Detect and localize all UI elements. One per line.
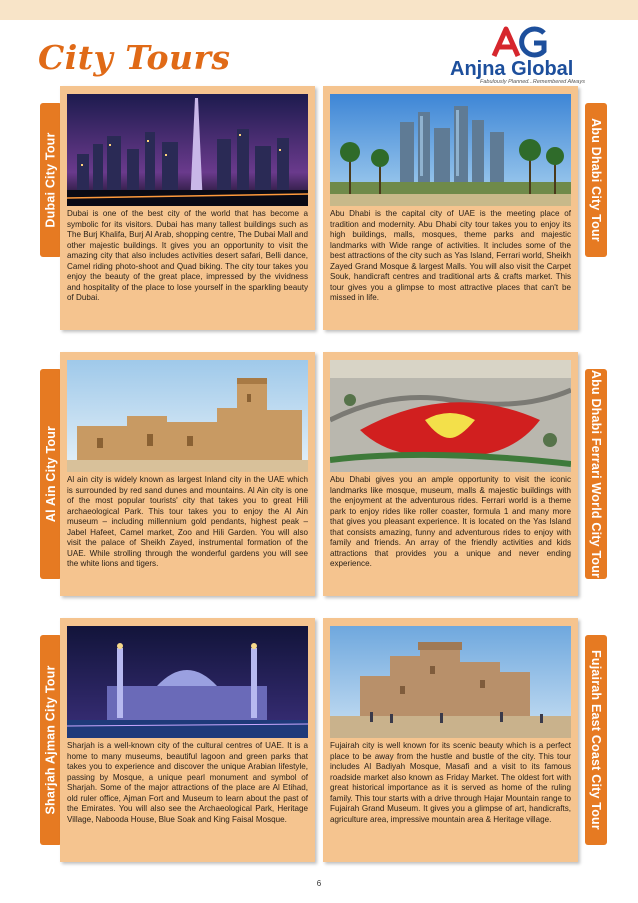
sharjah-mosque-photo (67, 626, 308, 738)
brand-logo (450, 26, 590, 88)
card-sharjah (60, 618, 315, 862)
logo-tagline: Fabulously Planned...Remembered Always (480, 79, 585, 85)
dubai-skyline-photo (67, 94, 308, 206)
abu-dhabi-description: Abu Dhabi is the capital city of UAE is the meeting place of tradition and modernity. Abu Dhabi city tour takes you to enjoy its high buildings, malls, mosques, theme parks and majestic landmarks with Wide range of activities. It includes some of the best attractions of the city such as Yas Island, Ferrari world, Sheikh Zayed Grand Mosque & largest Malls. You will also visit the Carpet Souk, handicraft centres and traditional arts & crafts market. This tour gives you a glimpse to most attractive places that can't be missed in life. (330, 209, 571, 302)
page-title: City Tours (38, 38, 231, 77)
top-band (0, 0, 638, 20)
ag-monogram-icon (490, 26, 550, 58)
card-ferrari-world (323, 352, 578, 596)
page-number: 6 (316, 879, 322, 888)
card-dubai (60, 86, 315, 330)
tab-al-ain-city-tour: Al Ain City Tour (40, 369, 62, 579)
al-ain-fort-photo (67, 360, 308, 472)
fujairah-fort-photo (330, 626, 571, 738)
tab-abu-dhabi-city-tour: Abu Dhabi City Tour (585, 103, 607, 257)
dubai-description: Dubai is one of the best city of the world that has become a symbolic for its visitors. Dubai has many tallest buildings such as The Burj Khalifa, Burj Al Arab, shopping centre, The Dubai Mall and other majestic buildings. It gives you an opportunity to visit the amazing city that also includes activities desert safari, Belli dance, Camel riding photo-shoot and Quad biking. The city tour takes you enjoy the beauty of the great place, impressed by the vividness and hospitality of the place to lose yourself in the sparkling beauty of Dubai. (67, 209, 309, 302)
tab-dubai-city-tour: Dubai City Tour (40, 103, 62, 257)
ferrari-world-description: Abu Dhabi gives you an ample opportunity to visit the iconic landmarks like mosque, museum, malls & majestic buildings with the enjoyment at the adventurous rides. Ferrari world is a theme park to enjoy rides like roller coaster, formula 1 and many more that gives you pleasant experience. It is located on the Yas Island that consists amazing, funny and adventurous rides to enjoy with family and friends. An array of the friendly activities and kids attractions that provides you a unique and never ending experience. (330, 475, 571, 568)
abu-dhabi-photo (330, 94, 571, 206)
tab-ferrari-world-city-tour: Abu Dhabi Ferrari World City Tour (585, 369, 607, 579)
logo-name: Anjna Global (450, 58, 574, 80)
card-abu-dhabi (323, 86, 578, 330)
fujairah-description: Fujairah city is well known for its scenic beauty which is a perfect place to be away from the hustle and bustle of the city. This tour includes Al Badiyah Mosque, Masafi and a visit to its famous roadside market also known as Friday Market. The oldest fort with great historical importance as it is served as home of the ruling family. This tour starts with a drive through Hajar Mountain range to Fujairah Grand Museum. It gives you a glimpse of art, handicrafts, agriculture area, impressive mountain area & Heritage village. (330, 741, 571, 824)
al-ain-description: Al ain city is widely known as largest Inland city in the UAE which is surrounded by red sand dunes and mountains. Al Ain city is one of the most popular tourists' city that takes you to great Hili archaeological Park. This tour takes you to enjoy the Al Ain museum – including millennium gold pendants, highest peak – Jabel Hafeet, Camel market, Zoo and Hili Garden. You will also visit the palace of Sheikh Zayed, instrumental formation of the UAE. While strolling through the wonderful gardens you will see the white lions and tigers. (67, 475, 308, 568)
tab-sharjah-ajman-city-tour: Sharjah Ajman City Tour (40, 635, 62, 845)
tab-fujairah-city-tour: Fujairah East Coast City Tour (585, 635, 607, 845)
card-al-ain (60, 352, 315, 596)
card-fujairah (323, 618, 578, 862)
ferrari-world-photo (330, 360, 571, 472)
sharjah-description: Sharjah is a well-known city of the cultural centres of UAE. It is a home to many museums, beautiful lagoon and green parks that takes you to experience and discover the unique Arabian lifestyle, passing by Mosque, a unique pearl monument and symbol of Sharjah. Some of the major attractions of the place are Al Etihad, old ruler office, Ajman Fort and Museum to learn about the past of the Emirates. You will also see the Archaeological Park, Heritage Village, Nabooda House, Blue Soak and King Faisal Mosque. (67, 741, 308, 824)
